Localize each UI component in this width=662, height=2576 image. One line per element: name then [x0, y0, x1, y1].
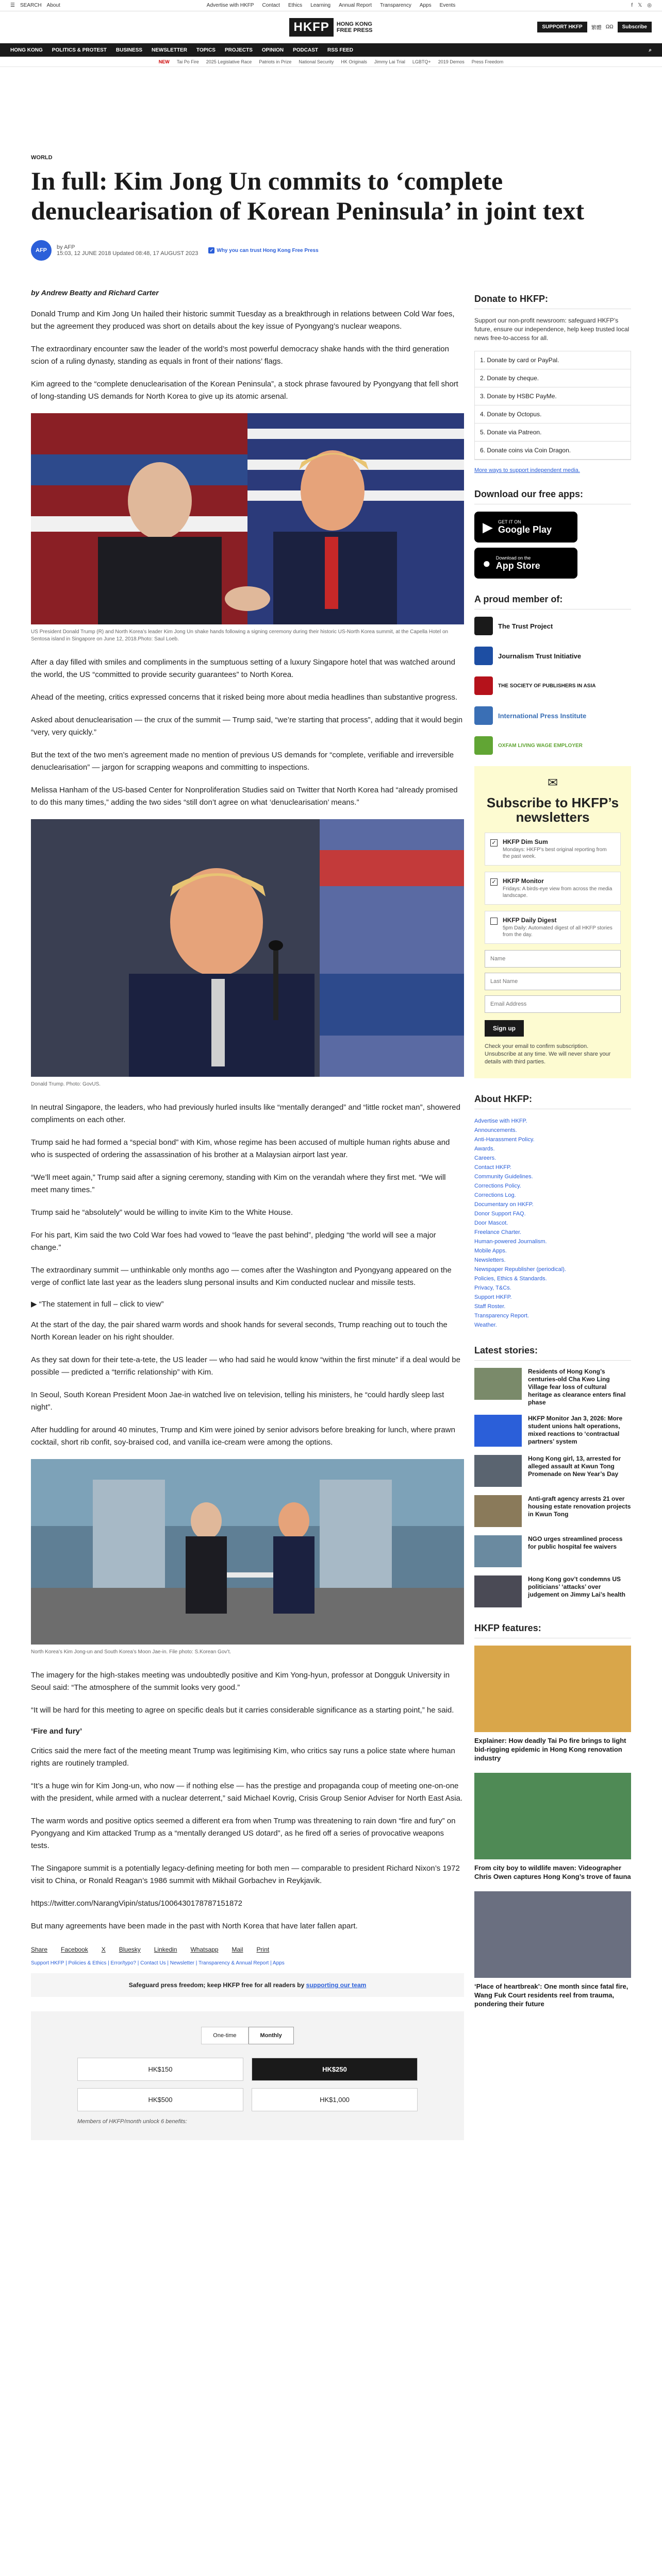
byline: [31, 240, 631, 261]
search-icon[interactable]: ⌕: [649, 47, 652, 53]
about-link[interactable]: Donor Support FAQ.: [474, 1211, 526, 1217]
nav-item[interactable]: PROJECTS: [224, 47, 253, 53]
about-link[interactable]: Careers.: [474, 1155, 496, 1161]
check-icon: ✓: [208, 247, 214, 253]
article-authors: by Andrew Beatty and Richard Carter: [31, 289, 159, 297]
amount-option[interactable]: HK$1,000: [252, 2088, 418, 2111]
photo-kim-moon: [31, 1459, 464, 1645]
checkbox-icon[interactable]: [490, 918, 498, 925]
photo-caption: North Korea’s Kim Jong-un and South Korea’s Moon Jae-in. File photo: S.Korean Gov’t.: [31, 1649, 231, 1655]
util-link[interactable]: Contact: [262, 3, 280, 8]
util-link[interactable]: Events: [439, 3, 456, 8]
paragraph: “We’ll meet again,” Trump said after a signing ceremony, standing with Kim on the verandah where they first met. “We will meet many times.”: [31, 1173, 446, 1194]
paragraph: After a day filled with smiles and compliments in the sumptuous setting of a luxury Singapore hotel that was watched around the world, the US “committed to provide security guarantees” to North Korea.: [31, 658, 455, 679]
about-link[interactable]: Freelance Charter.: [474, 1229, 522, 1235]
donate-options: [474, 351, 631, 460]
member-oxfam[interactable]: OXFAM LIVING WAGE EMPLOYER: [474, 736, 631, 755]
checkbox-checked-icon[interactable]: ✓: [490, 839, 498, 846]
story-thumbnail: [474, 1415, 522, 1447]
about-link[interactable]: Privacy, T&Cs.: [474, 1285, 511, 1291]
donate-option[interactable]: 4. Donate by Octopus.: [475, 405, 631, 423]
google-play-big: Google Play: [498, 524, 552, 535]
instagram-icon[interactable]: ◎: [647, 3, 652, 8]
about-link[interactable]: About: [46, 3, 60, 8]
ipi-icon: [474, 706, 493, 725]
trust-link-label: Why you can trust Hong Kong Free Press: [217, 247, 319, 253]
nav-item[interactable]: RSS FEED: [327, 47, 354, 53]
about-link[interactable]: Documentary on HKFP.: [474, 1201, 534, 1208]
tweet-link[interactable]: https://twitter.com/NarangVipin/status/1006430178787151872: [31, 1899, 243, 1908]
util-link[interactable]: Transparency: [380, 3, 411, 8]
about-link[interactable]: Corrections Log.: [474, 1192, 516, 1198]
share-label: Share: [31, 1946, 48, 1953]
sopa-icon: [474, 676, 493, 695]
paragraph: “It will be hard for this meeting to agree on specific deals but it carries considerable significance as a starting point,” he said.: [31, 1706, 454, 1715]
paragraph: Trump said he “absolutely” would be willing to invite Kim to the White House.: [31, 1208, 293, 1217]
share-whatsapp[interactable]: Whatsapp: [190, 1946, 219, 1953]
menu-icon[interactable]: ☰: [10, 3, 15, 8]
paragraph: Trump said he had formed a “special bond” with Kim, whose regime has been accused of multiple human rights abuse and who is suspected of ordering the assassination of his brother at a Malaysian airport last year.: [31, 1138, 450, 1159]
photo-trump: [31, 819, 464, 1077]
about-link[interactable]: Community Guidelines.: [474, 1174, 533, 1180]
paragraph: The extraordinary summit — unthinkable only months ago — comes after the Washington and Pyongyang appeared on the verge of conflict late last year as the leaders slung personal insults and Kim conducted nuclear and missile tests.: [31, 1266, 452, 1287]
app-store-big: App Store: [495, 560, 540, 571]
first-name-input[interactable]: [485, 950, 621, 968]
kim-moon-photo-image: [31, 1459, 464, 1645]
x-icon[interactable]: 𝕏: [638, 3, 642, 8]
nav-item[interactable]: POLITICS & PROTEST: [52, 47, 107, 53]
member-sopa[interactable]: THE SOCIETY OF PUBLISHERS IN ASIA: [474, 676, 631, 695]
newsletter-option[interactable]: ✓ HKFP Monitor Fridays: A birds-eye view from across the media landscape.: [485, 872, 621, 905]
newsletter-option[interactable]: ✓ HKFP Dim Sum Mondays: HKFP’s best original reporting from the past week.: [485, 833, 621, 866]
signup-button[interactable]: Sign up: [485, 1020, 524, 1037]
member-trust-project[interactable]: The Trust Project: [474, 617, 631, 635]
section-heading: ‘Fire and fury’: [31, 1727, 82, 1736]
story-thumbnail: [474, 1495, 522, 1527]
statement-toggle[interactable]: ▶ “The statement in full – click to view”: [31, 1300, 164, 1309]
about-link[interactable]: Mobile Apps.: [474, 1248, 507, 1254]
main-nav: [0, 43, 662, 57]
donate-option[interactable]: 5. Donate via Patreon.: [475, 423, 631, 442]
photo-caption: US President Donald Trump (R) and North Korea’s leader Kim Jong Un shake hands following a signing ceremony during their historic US-North Korea summit, at the Capella Hotel on Sentosa island in Singapore on June 12, 2018.Photo: Saul Loeb.: [31, 629, 449, 642]
sidebar: [474, 294, 631, 2019]
logo-mark: HKFP: [289, 18, 333, 37]
latest-story[interactable]: Hong Kong gov’t condemns US politicians’ ‘attacks’ over judgement on Jimmy Lai’s health: [474, 1575, 631, 1607]
apps-heading: Download our free apps:: [474, 489, 631, 504]
about-links: [474, 1116, 631, 1330]
trend-link[interactable]: Press Freedom: [471, 59, 504, 64]
donate-option[interactable]: 2. Donate by cheque.: [475, 369, 631, 387]
google-play-small: GET IT ON: [498, 519, 521, 524]
paragraph: Donald Trump and Kim Jong Un hailed their historic summit Tuesday as a breakthrough in relations between Cold War foes, but the agreement they produced was short on details about the key issue of Pyongyang’s nuclear weapons.: [31, 310, 455, 331]
feature-story[interactable]: From city boy to wildlife maven: Videographer Chris Owen captures Hong Kong’s trove of fauna: [474, 1773, 631, 1881]
latest-heading: Latest stories:: [474, 1345, 631, 1361]
subscribe-button[interactable]: Subscribe: [618, 22, 652, 32]
trend-link[interactable]: Patriots in Prize: [259, 59, 292, 64]
about-link[interactable]: Support HKFP.: [474, 1294, 512, 1300]
latest-story[interactable]: Hong Kong girl, 13, arrested for alleged assault at Kwun Tong Promenade on New Year’s Day: [474, 1455, 631, 1487]
util-link[interactable]: Ethics: [288, 3, 303, 8]
share-bluesky[interactable]: Bluesky: [119, 1946, 141, 1953]
share-print[interactable]: Print: [256, 1946, 270, 1953]
amount-option[interactable]: HK$500: [77, 2088, 243, 2111]
about-link[interactable]: Newspaper Republisher (periodical).: [474, 1266, 566, 1273]
paragraph: Ahead of the meeting, critics expressed concerns that it risked being more about media headlines than substantive progress.: [31, 693, 458, 702]
one-time-tab[interactable]: One-time: [201, 2027, 248, 2044]
about-link[interactable]: Awards.: [474, 1146, 495, 1152]
section-tag[interactable]: WORLD: [31, 155, 53, 161]
donate-box: [31, 2011, 464, 2140]
safeguard-link[interactable]: supporting our team: [306, 1981, 367, 1989]
logo-line-2: FREE PRESS: [336, 27, 373, 33]
email-input[interactable]: [485, 995, 621, 1013]
trend-link[interactable]: National Security: [299, 59, 334, 64]
paragraph: Asked about denuclearisation — the crux of the summit — Trump said, “we’re starting that process”, adding that it would begin “very, very quickly.”: [31, 716, 463, 737]
play-icon: ▶: [483, 519, 493, 535]
latest-story[interactable]: NGO urges streamlined process for public hospital fee waivers: [474, 1535, 631, 1567]
latest-story[interactable]: Anti-graft agency arrests 21 over housing estate renovation projects in Kwun Tong: [474, 1495, 631, 1527]
donate-heading: Donate to HKFP:: [474, 294, 631, 309]
nav-item[interactable]: PODCAST: [293, 47, 319, 53]
util-link[interactable]: Apps: [419, 3, 432, 8]
latest-story[interactable]: HKFP Monitor Jan 3, 2026: More student unions halt operations, mixed reactions to ‘contractual partners’ system: [474, 1415, 631, 1447]
paragraph: “It’s a huge win for Kim Jong-un, who now — if nothing else — has the prestige and propaganda coup of meeting one-on-one with the president, while armed with a nuclear deterrent,” said Michael Kovrig, Crisis Group Senior Adviser for North East Asia.: [31, 1782, 463, 1803]
trend-link[interactable]: 2025 Legislative Race: [206, 59, 252, 64]
member-benefits: Members of HKFP/month unlock 6 benefits:: [77, 2119, 187, 2125]
about-link[interactable]: Newsletters.: [474, 1257, 506, 1263]
about-link[interactable]: Transparency Report.: [474, 1313, 529, 1319]
story-thumbnail: [474, 1575, 522, 1607]
about-link[interactable]: Door Mascot.: [474, 1220, 508, 1226]
paragraph: As they sat down for their tete-a-tete, the US leader — who had said he would know “within the first minute” if a deal would be possible — predicted a “terrific relationship” with Kim.: [31, 1355, 460, 1377]
byline-author[interactable]: by AFP: [57, 244, 75, 250]
safeguard-banner: [31, 1973, 464, 1997]
feature-story[interactable]: Explainer: How deadly Tai Po fire brings to light bid-rigging epidemic in Hong Kong renovation industry: [474, 1646, 631, 1762]
paragraph: For his part, Kim said the two Cold War foes had vowed to “leave the past behind”, pledging “the world will see a major change.”: [31, 1231, 436, 1252]
about-link[interactable]: Human-powered Journalism.: [474, 1239, 547, 1245]
newsletter-heading: Subscribe to HKFP’s newsletters: [486, 795, 619, 825]
about-link[interactable]: Staff Roster.: [474, 1303, 506, 1310]
feature-image: [474, 1773, 631, 1859]
google-play-badge[interactable]: [474, 512, 577, 543]
byline-dates: 15:03, 12 JUNE 2018 Updated 08:48, 17 AUGUST 2023: [57, 250, 198, 257]
paragraph: The warm words and positive optics seemed a different era from when Trump was threatening to rain down “fire and fury” on Pyongyang and Kim attacked Trump as a “mentally deranged US dotard”, as he fired off a series of provocative weapons tests.: [31, 1817, 456, 1850]
trust-link[interactable]: [208, 247, 318, 253]
nav-item[interactable]: TOPICS: [196, 47, 216, 53]
story-thumbnail: [474, 1455, 522, 1487]
donate-option[interactable]: 6. Donate coins via Coin Dragon.: [475, 442, 631, 460]
about-link[interactable]: Policies, Ethics & Standards.: [474, 1276, 547, 1282]
paragraph: In neutral Singapore, the leaders, who had previously hurled insults like “mentally deranged” and “little rocket man”, showered compliments on each other.: [31, 1103, 460, 1124]
newsletter-box: [474, 766, 631, 1078]
support-button[interactable]: SUPPORT HKFP: [537, 22, 587, 32]
nav-item[interactable]: OPINION: [261, 47, 284, 53]
handshake-photo-image: [31, 413, 464, 624]
lang-switch-2[interactable]: ΩΩ: [605, 24, 614, 30]
app-store-small: Download on the: [495, 555, 531, 561]
paragraph: But many agreements have been made in the past with North Korea that have later fallen apart.: [31, 1922, 358, 1930]
share-linkedin[interactable]: Linkedin: [154, 1946, 177, 1953]
jti-icon: [474, 647, 493, 665]
monthly-tab[interactable]: Monthly: [249, 2027, 294, 2044]
about-link[interactable]: Advertise with HKFP.: [474, 1118, 527, 1124]
paragraph: At the start of the day, the pair shared warm words and shook hands for several seconds, Trump reaching out to touch the North Korean leader on his right shoulder.: [31, 1320, 448, 1342]
content-wrap: [31, 155, 631, 261]
donate-option[interactable]: 1. Donate by card or PayPal.: [475, 351, 631, 369]
share-x[interactable]: X: [101, 1946, 106, 1953]
story-thumbnail: [474, 1535, 522, 1567]
nav-item[interactable]: HONG KONG: [10, 47, 43, 53]
apple-icon: ●: [483, 555, 491, 571]
paragraph: The imagery for the high-stakes meeting was undoubtedly positive and Kim Yong-hyun, professor at Dongguk University in Seoul said: “The atmosphere of the summit looks very good.”: [31, 1671, 450, 1692]
trend-link[interactable]: HK Originals: [341, 59, 367, 64]
trump-photo-image: [31, 819, 464, 1077]
nav-item[interactable]: NEWSLETTER: [152, 47, 187, 53]
trending-bar: [0, 57, 662, 67]
util-link[interactable]: Learning: [310, 3, 331, 8]
about-heading: About HKFP:: [474, 1094, 631, 1109]
member-ipi[interactable]: International Press Institute: [474, 706, 631, 725]
donate-text: Support our non-profit newsroom: safeguard HKFP’s future, ensure our independence, help keep trusted local news free-to-access for all.: [474, 317, 630, 342]
paragraph: But the text of the two men’s agreement made no mention of previous US demands for “complete, verifiable and irreversible denuclearisation” — jargon for scrapping weapons and committing to inspections.: [31, 751, 454, 772]
paragraph: After huddling for around 40 minutes, Trump and Kim were joined by senior advisors before breaking for lunch, where prawn cocktail, short rib confit, soy-braised cod, and vanilla ice-cream were among the options.: [31, 1426, 455, 1447]
share-row: [31, 1946, 464, 1953]
feature-story[interactable]: ‘Place of heartbreak’: One month since fatal fire, Wang Fuk Court residents reel from trauma, pondering their future: [474, 1891, 631, 2008]
trend-link[interactable]: Tai Po Fire: [176, 59, 199, 64]
frequency-toggle: [77, 2027, 418, 2044]
donate-option[interactable]: 3. Donate by HSBC PayMe.: [475, 387, 631, 405]
article-footer-links[interactable]: Support HKFP | Policies & Ethics | Error/typo? | Contact Us | Newsletter | Transparency & Annual Report | Apps: [31, 1960, 285, 1966]
newsletter-option[interactable]: HKFP Daily Digest 5pm Daily: Automated digest of all HKFP stories from the day.: [485, 911, 621, 944]
amount-option-selected[interactable]: HK$250: [252, 2058, 418, 2081]
about-link[interactable]: Corrections Policy.: [474, 1183, 521, 1189]
search-link[interactable]: SEARCH: [20, 3, 42, 8]
trend-link[interactable]: LGBTQ+: [412, 59, 431, 64]
trend-link[interactable]: 2019 Demos: [438, 59, 465, 64]
newsletter-note: Check your email to confirm subscription. Unsubscribe at any time. We will never share your details with third parties.: [485, 1043, 611, 1065]
feature-image: [474, 1646, 631, 1732]
avatar: AFP: [31, 240, 52, 261]
about-link[interactable]: Weather.: [474, 1322, 497, 1328]
photo-caption: Donald Trump. Photo: GovUS.: [31, 1081, 101, 1087]
paragraph: In Seoul, South Korean President Moon Jae-in watched live on television, telling his ministers, he “could hardly sleep last night”.: [31, 1391, 444, 1412]
member-jti[interactable]: Journalism Trust Initiative: [474, 647, 631, 665]
paragraph: Kim agreed to the “complete denuclearisation of the Korean Peninsula”, a stock phrase favoured by Pyongyang that fell short of long-standing US demands for North Korea to give up its atomic arsenal.: [31, 380, 458, 401]
article-body: [31, 289, 464, 2140]
safeguard-text: Safeguard press freedom; keep HKFP free for all readers by: [128, 1981, 305, 1989]
about-link[interactable]: Anti-Harassment Policy.: [474, 1137, 535, 1143]
site-logo[interactable]: [289, 18, 372, 37]
trend-link[interactable]: Jimmy Lai Trial: [374, 59, 405, 64]
envelope-icon: ✉: [547, 776, 558, 790]
new-badge: NEW: [158, 59, 170, 64]
latest-story[interactable]: Residents of Hong Kong’s centuries-old Cha Kwo Ling Village fear loss of cultural heritage as clearance enters final phase: [474, 1368, 631, 1406]
about-link[interactable]: Contact HKFP.: [474, 1164, 511, 1171]
page-title: In full: Kim Jong Un commits to ‘complete denuclearisation of Korean Peninsula’ in joint text: [31, 166, 585, 225]
paragraph: Melissa Hanham of the US-based Center for Nonproliferation Studies said on Twitter that North Korea had “already promised to do this many times,” adding the two sides “still don’t agree on what ‘denuclearisation’ means.”: [31, 786, 458, 807]
story-thumbnail: [474, 1368, 522, 1400]
app-store-badge[interactable]: [474, 548, 577, 579]
lang-switch[interactable]: 繁體: [591, 25, 602, 31]
utility-bar: [0, 0, 662, 11]
feature-image: [474, 1891, 631, 1978]
masthead: [0, 11, 662, 43]
last-name-input[interactable]: [485, 973, 621, 990]
photo-handshake: [31, 413, 464, 624]
more-ways-link[interactable]: More ways to support independent media.: [474, 467, 580, 473]
features-heading: HKFP features:: [474, 1623, 631, 1638]
paragraph: The Singapore summit is a potentially legacy-defining meeting for both men — comparable to president Richard Nixon’s 1972 visit to China, or Ronald Reagan’s 1986 summit with Mikhail Gorbachev in Reykjavik.: [31, 1864, 460, 1885]
facebook-icon[interactable]: f: [631, 3, 633, 8]
member-heading: A proud member of:: [474, 594, 631, 609]
about-link[interactable]: Announcements.: [474, 1127, 517, 1133]
checkbox-checked-icon[interactable]: ✓: [490, 878, 498, 886]
logo-line-1: HONG KONG: [336, 21, 372, 27]
util-link[interactable]: Advertise with HKFP: [206, 3, 254, 8]
paragraph: Critics said the mere fact of the meeting meant Trump was legitimising Kim, who critics say runs a police state where human rights are routinely trampled.: [31, 1747, 455, 1768]
trust-project-icon: [474, 617, 493, 635]
paragraph: The extraordinary encounter saw the leader of the world’s most powerful democracy shake hands with the third generation scion of a ruling dynasty, standing as equals in front of their nations’ flags.: [31, 345, 449, 366]
amount-option[interactable]: HK$150: [77, 2058, 243, 2081]
oxfam-icon: [474, 736, 493, 755]
util-link[interactable]: Annual Report: [339, 3, 372, 8]
share-facebook[interactable]: Facebook: [61, 1946, 88, 1953]
share-mail[interactable]: Mail: [231, 1946, 243, 1953]
nav-item[interactable]: BUSINESS: [115, 47, 143, 53]
